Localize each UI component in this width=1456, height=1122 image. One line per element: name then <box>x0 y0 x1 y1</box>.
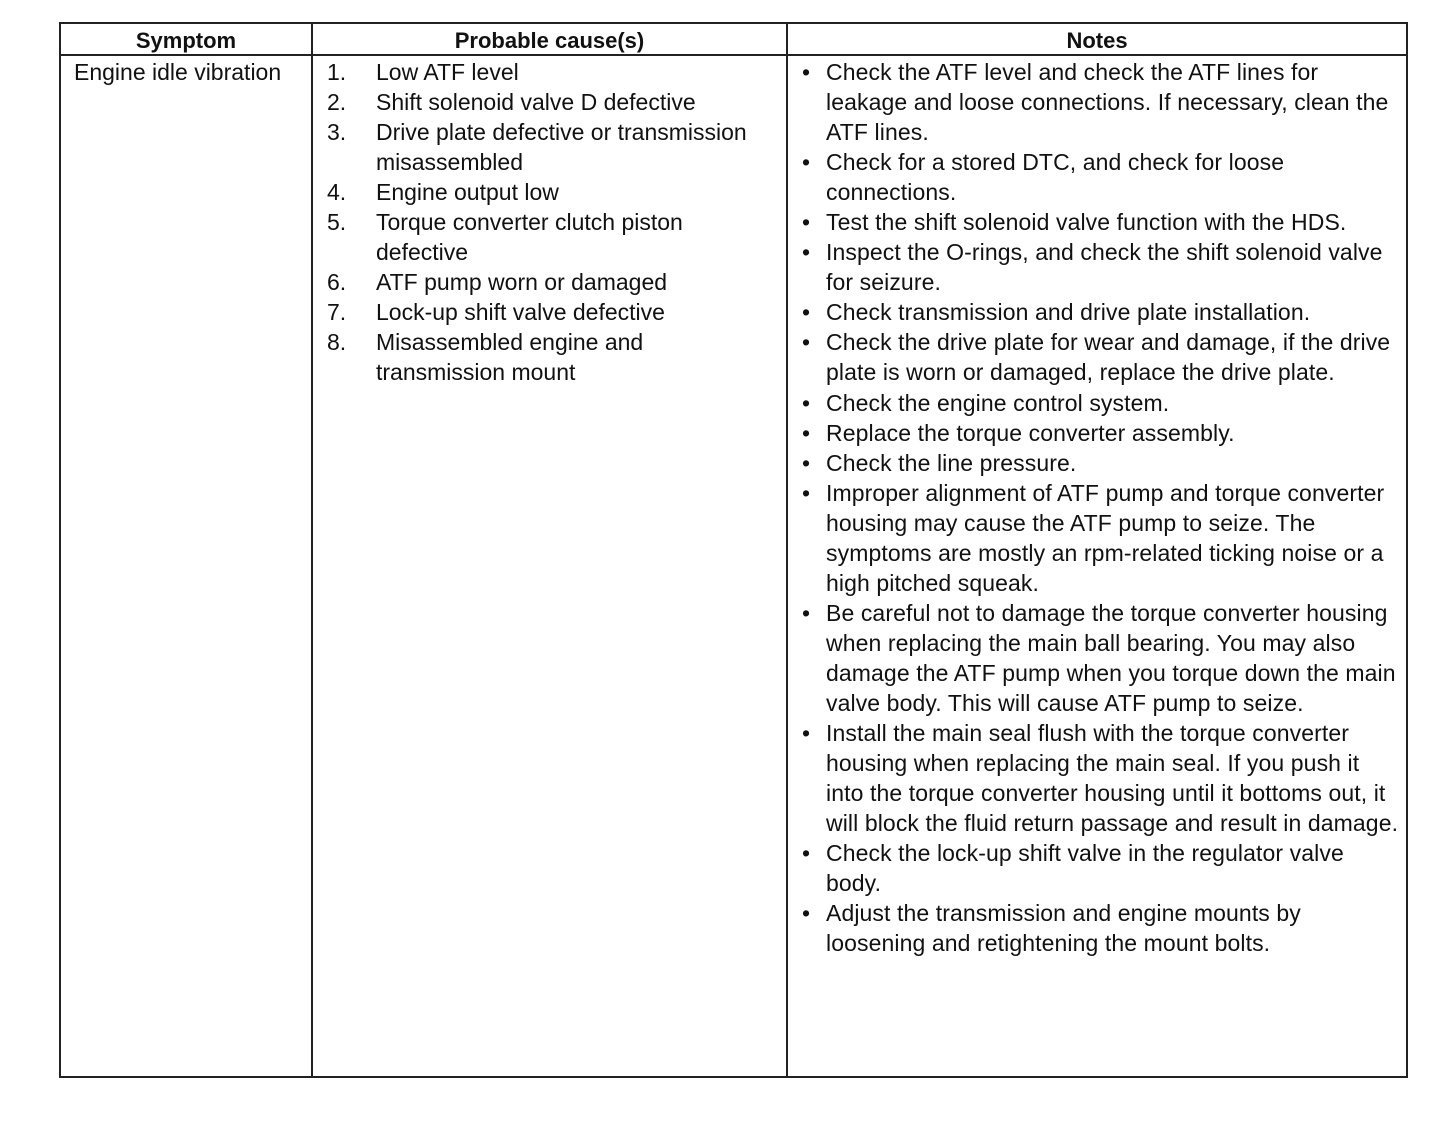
note-item <box>802 598 1402 718</box>
bullet-icon: • <box>802 209 811 236</box>
bullet-icon: • <box>802 479 811 506</box>
bullet-icon: • <box>802 599 811 626</box>
note-item <box>802 478 1402 598</box>
note-text: Check the line pressure. <box>826 449 1077 476</box>
cause-number: 6. <box>327 269 347 295</box>
bullet-icon: • <box>802 900 811 927</box>
note-item <box>802 237 1402 297</box>
cause-text: Shift solenoid valve D defective <box>376 89 696 115</box>
cause-text: ATF pump worn or damaged <box>376 269 668 295</box>
note-text: Check the ATF level and check the ATF lines for leakage and loose connections. If necessary, clean the ATF lines. <box>826 59 1389 146</box>
cause-text: Torque converter clutch piston defective <box>376 209 683 265</box>
note-text: Test the shift solenoid valve function with the HDS. <box>826 209 1347 236</box>
cause-number: 5. <box>327 209 347 235</box>
cause-text: Engine output low <box>376 179 559 205</box>
bullet-icon: • <box>802 329 811 356</box>
cause-item <box>327 207 777 267</box>
note-text: Install the main seal flush with the torque converter housing when replacing the main seal. If you push it into the torque converter housing until it bottoms out, it will block the fluid return passage and result in damage. <box>826 720 1399 837</box>
note-item <box>802 388 1402 418</box>
note-text: Adjust the transmission and engine mounts by loosening and retightening the mount bolts. <box>826 900 1301 957</box>
note-item <box>802 838 1402 898</box>
cause-number: 8. <box>327 329 347 355</box>
cause-item <box>327 177 777 207</box>
symptom-header: Symptom <box>135 28 237 53</box>
cause-text: Low ATF level <box>376 59 519 85</box>
cause-number: 2. <box>327 89 347 115</box>
cause-number: 1. <box>327 59 347 85</box>
bullet-icon: • <box>802 840 811 867</box>
note-item <box>802 418 1402 448</box>
cause-text: Drive plate defective or transmission misassembled <box>376 119 747 175</box>
troubleshooting-table <box>59 22 1408 1078</box>
notes-list <box>802 57 1402 958</box>
cause-text: Misassembled engine and transmission mount <box>376 329 644 385</box>
note-text: Check transmission and drive plate installation. <box>826 299 1311 326</box>
cause-item <box>327 117 777 177</box>
cause-item <box>327 57 777 87</box>
bullet-icon: • <box>802 389 811 416</box>
note-item <box>802 718 1402 838</box>
causes-header: Probable cause(s) <box>454 28 645 53</box>
note-text: Check the engine control system. <box>826 389 1170 416</box>
cause-item <box>327 327 777 387</box>
notes-header: Notes <box>1066 28 1128 53</box>
note-item <box>802 297 1402 327</box>
note-item <box>802 327 1402 387</box>
cause-number: 4. <box>327 179 347 205</box>
note-text: Check the drive plate for wear and damage, if the drive plate is worn or damaged, replace the drive plate. <box>826 329 1391 386</box>
symptom-text: Engine idle vibration <box>74 59 282 85</box>
note-text: Inspect the O-rings, and check the shift solenoid valve for seizure. <box>826 239 1383 296</box>
bullet-icon: • <box>802 419 811 446</box>
note-text: Be careful not to damage the torque converter housing when replacing the main ball bearing. You may also damage the ATF pump when you torque down the main valve body. This will cause ATF pump to seize. <box>826 599 1396 716</box>
cause-number: 7. <box>327 299 347 325</box>
note-text: Replace the torque converter assembly. <box>826 419 1235 446</box>
bullet-icon: • <box>802 449 811 476</box>
bullet-icon: • <box>802 720 811 747</box>
bullet-icon: • <box>802 239 811 266</box>
cause-number: 3. <box>327 119 347 145</box>
note-text: Improper alignment of ATF pump and torque converter housing may cause the ATF pump to seize. The symptoms are mostly an rpm-related ticking noise or a high pitched squeak. <box>826 479 1385 596</box>
note-item <box>802 207 1402 237</box>
symptom-column <box>61 24 311 1076</box>
note-item <box>802 147 1402 207</box>
bullet-icon: • <box>802 59 811 85</box>
cause-item <box>327 87 777 117</box>
bullet-icon: • <box>802 149 811 176</box>
cause-item <box>327 297 777 327</box>
causes-column <box>311 24 786 1076</box>
causes-list <box>327 57 777 387</box>
cause-text: Lock-up shift valve defective <box>376 299 665 325</box>
note-item <box>802 448 1402 478</box>
cause-item <box>327 267 777 297</box>
note-text: Check the lock-up shift valve in the regulator valve body. <box>826 840 1344 897</box>
note-item <box>802 57 1402 147</box>
notes-column <box>786 24 1406 1076</box>
note-text: Check for a stored DTC, and check for loose connections. <box>826 149 1285 206</box>
note-item <box>802 898 1402 958</box>
bullet-icon: • <box>802 299 811 326</box>
